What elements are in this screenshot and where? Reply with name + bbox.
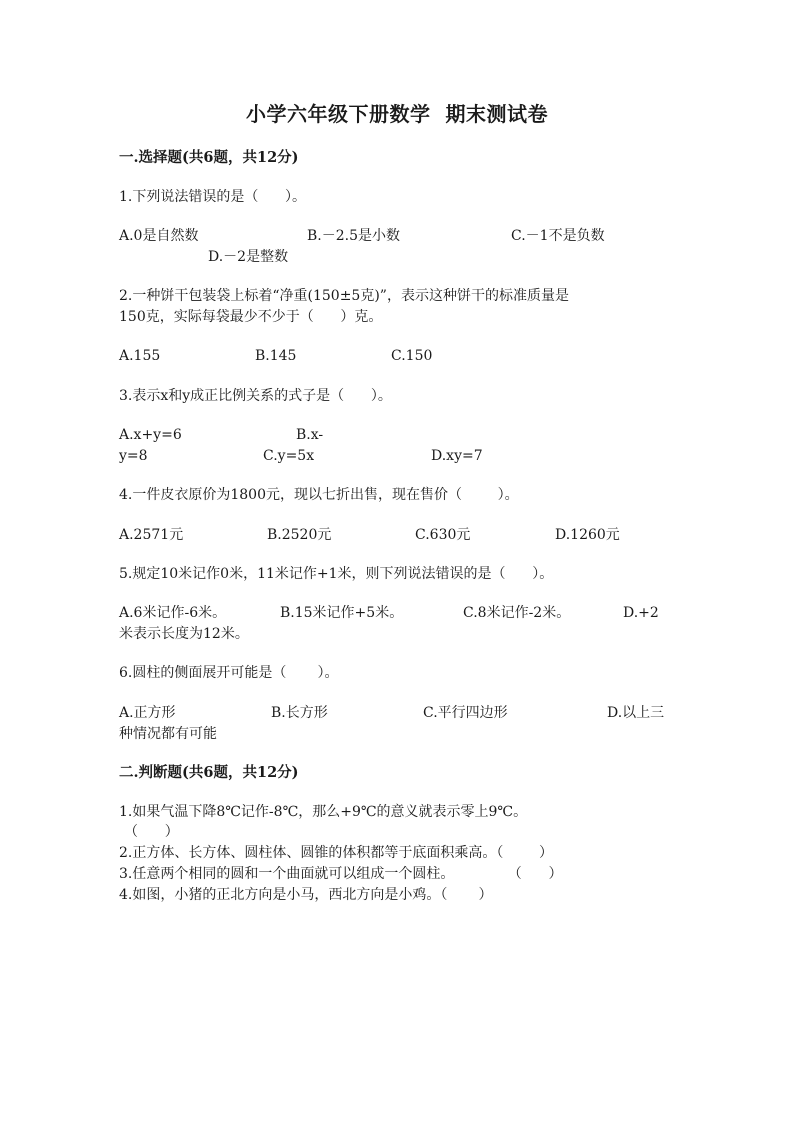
question-2-stem-line-2: 150克，实际每袋最少不少于（ ）克。 <box>119 309 383 325</box>
question-5-stem: 5.规定10米记作0米，11米记作+1米，则下列说法错误的是（ ）。 <box>119 566 554 582</box>
question-3-stem: 3.表示x和y成正比例关系的式子是（ ）。 <box>119 388 392 404</box>
question-2-stem-line-1: 2.一种饼干包装袋上标着“净重(150±5克)”，表示这种饼干的标准质量是 <box>119 288 569 304</box>
question-3-option-b: B.x- <box>296 427 324 443</box>
question-4-option-c: C.630元 <box>415 527 471 543</box>
question-5-option-d: D.+2 <box>623 605 659 621</box>
question-4-option-a: A.2571元 <box>119 527 184 543</box>
page-title: 小学六年级下册数学 期末测试卷 <box>246 102 548 126</box>
question-1-option-d: D.－2是整数 <box>208 249 289 265</box>
section-heading-judge: 二.判断题(共6题，共12分) <box>119 764 299 781</box>
question-3-option-d: D.xy=7 <box>431 448 483 464</box>
question-1-option-b: B.－2.5是小数 <box>307 228 401 244</box>
judge-item-1-bracket: （ ） <box>124 824 179 840</box>
question-3-option-a: A.x+y=6 <box>119 427 182 443</box>
question-5-option-a: A.6米记作-6米。 <box>119 605 227 621</box>
question-6-stem: 6.圆柱的侧面展开可能是（ ）。 <box>119 665 339 681</box>
question-1-option-c: C.－1不是负数 <box>511 228 605 244</box>
section-heading-choice: 一.选择题(共6题，共12分) <box>119 149 299 166</box>
question-2-option-c: C.150 <box>391 348 433 364</box>
question-6-option-b: B.长方形 <box>271 705 328 721</box>
question-2-option-a: A.155 <box>119 348 161 364</box>
question-5-option-c: C.8米记作-2米。 <box>463 605 571 621</box>
question-1-option-a: A.0是自然数 <box>119 228 199 244</box>
question-6-option-d: D.以上三 <box>607 705 665 721</box>
question-4-option-b: B.2520元 <box>267 527 332 543</box>
judge-item-2: 2.正方体、长方体、圆柱体、圆锥的体积都等于底面积乘高。（ ） <box>119 845 553 861</box>
judge-item-3: 3.任意两个相同的圆和一个曲面就可以组成一个圆柱。 （ ） <box>119 866 563 882</box>
question-6-option-d-cont: 种情况都有可能 <box>119 726 217 742</box>
question-5-option-b: B.15米记作+5米。 <box>280 605 404 621</box>
question-4-stem: 4.一件皮衣原价为1800元，现以七折出售，现在售价（ ）。 <box>119 487 519 503</box>
question-4-option-d: D.1260元 <box>555 527 620 543</box>
question-2-option-b: B.145 <box>255 348 297 364</box>
question-3-option-c: C.y=5x <box>263 448 315 464</box>
judge-item-4: 4.如图，小猪的正北方向是小马，西北方向是小鸡。（ ） <box>119 887 493 903</box>
judge-item-1: 1.如果气温下降8℃记作-8℃，那么+9℃的意义就表示零上9℃。 <box>119 804 528 820</box>
question-6-option-c: C.平行四边形 <box>423 705 508 721</box>
question-1-stem: 1.下列说法错误的是（ ）。 <box>119 189 307 205</box>
question-6-option-a: A.正方形 <box>119 705 176 721</box>
question-3-option-b-cont: y=8 <box>119 448 148 464</box>
question-5-option-d-cont: 米表示长度为12米。 <box>119 626 249 642</box>
